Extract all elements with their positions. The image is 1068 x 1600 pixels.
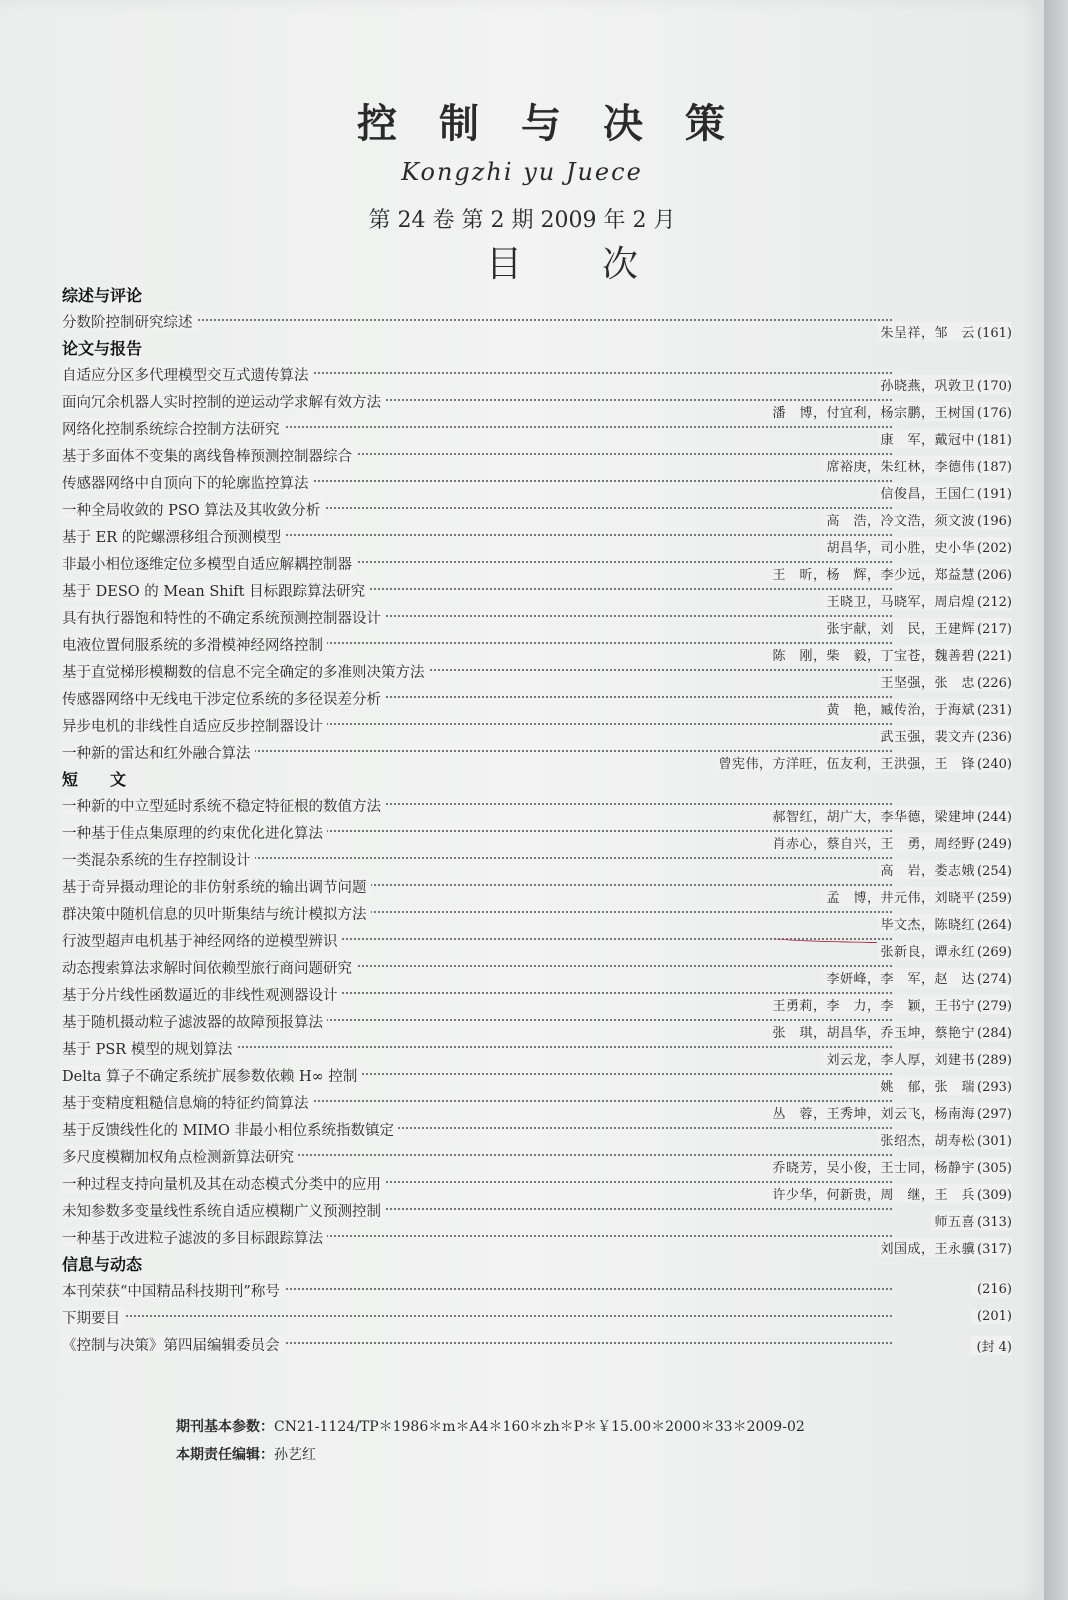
article-page: (196): [977, 514, 1012, 529]
article-page: (313): [977, 1215, 1012, 1230]
toc-entry: [62, 1090, 1012, 1122]
table-of-contents: [62, 283, 1012, 1359]
article-page: (264): [977, 918, 1012, 933]
article-meta: [769, 833, 1012, 852]
article-meta: [769, 1157, 1012, 1176]
article-title: 基于 ER 的陀螺漂移组合预测模型: [62, 526, 285, 546]
article-authors: 张宇献，刘 民，王建辉: [826, 622, 976, 637]
article-authors: 姚 郁，张 瑞: [880, 1080, 976, 1095]
toc-entry: [62, 389, 1012, 421]
article-page: (221): [977, 649, 1012, 664]
article-meta: [769, 995, 1012, 1014]
toc-entry: [62, 793, 1012, 825]
article-title: 具有执行器饱和特性的不确定系统预测控制器设计: [62, 607, 385, 627]
article-meta: [769, 564, 1012, 583]
article-page: (293): [977, 1080, 1012, 1095]
journal-params-label: 期刊基本参数：: [176, 1419, 274, 1435]
article-authors: 王勇莉，李 力，李 颖，王书宁: [772, 999, 976, 1014]
article-title: 一种基于改进粒子滤波的多目标跟踪算法: [62, 1227, 327, 1247]
journal-params-value: CN21-1124/TP＊1986＊m＊A4＊160＊zh＊P＊￥15.00＊2000＊33＊2009-02: [274, 1419, 805, 1435]
article-title: 分数阶控制研究综述: [62, 311, 197, 331]
article-title: 多尺度模糊加权角点检测新算法研究: [62, 1146, 298, 1166]
article-authors: 刘国成，王永骥: [880, 1242, 976, 1257]
article-title: Delta 算子不确定系统扩展参数依赖 H∞ 控制: [62, 1065, 361, 1085]
article-page: (317): [977, 1242, 1012, 1257]
article-title: 面向冗余机器人实时控制的逆运动学求解有效方法: [62, 391, 385, 411]
article-meta: [823, 618, 1012, 637]
article-title: 下期要目: [62, 1307, 124, 1327]
article-authors: 孟 博，井元伟，刘晓平: [826, 891, 976, 906]
section-heading: 综述与评论: [62, 286, 143, 305]
article-authors: 张新良，谭永红: [880, 945, 976, 960]
issue-editor-label: 本期责任编辑：: [176, 1447, 274, 1463]
article-title: 传感器网络中无线电干涉定位系统的多径误差分析: [62, 688, 385, 708]
article-authors: 王 昕，杨 辉，李少远，郑益慧: [772, 568, 976, 583]
section-heading: 信息与动态: [62, 1255, 143, 1274]
article-meta: [877, 429, 1012, 448]
article-page: (309): [977, 1188, 1012, 1203]
journal-params: [176, 1413, 805, 1441]
toc-entry: [62, 955, 1012, 987]
article-meta: [877, 726, 1012, 745]
article-meta: [877, 322, 1012, 341]
toc-entry: [62, 362, 1012, 394]
toc-entry: [62, 1332, 1012, 1359]
article-title: 基于 PSR 模型的规划算法: [62, 1038, 236, 1058]
article-page: (254): [977, 864, 1012, 879]
article-title: 一种新的雷达和红外融合算法: [62, 742, 255, 762]
article-authors: 王坚强，张 忠: [880, 676, 976, 691]
article-page: (249): [977, 837, 1012, 852]
article-page: (187): [977, 460, 1012, 475]
article-page: (217): [977, 622, 1012, 637]
article-page: (259): [977, 891, 1012, 906]
article-page: (170): [977, 379, 1012, 394]
article-meta: [769, 402, 1012, 421]
page-edge: [1044, 0, 1068, 1600]
article-authors: 孙晓燕，巩敦卫: [880, 379, 976, 394]
article-meta: [971, 1309, 1012, 1324]
article-authors: 高 岩，娄志娥: [880, 864, 976, 879]
article-authors: 师五喜: [934, 1215, 976, 1230]
article-title: 未知参数多变量线性系统自适应模糊广义预测控制: [62, 1200, 385, 1220]
article-page: (202): [977, 541, 1012, 556]
article-authors: 肖赤心，蔡自兴，王 勇，周经野: [772, 837, 976, 852]
toc-entry: [62, 497, 1012, 529]
article-meta: [823, 699, 1012, 718]
article-authors: 康 军，戴冠中: [880, 433, 976, 448]
article-title: 基于反馈线性化的 MIMO 非最小相位系统指数镇定: [62, 1119, 398, 1139]
article-meta: [877, 375, 1012, 394]
article-authors: 黄 艳，臧传治，于海斌: [826, 703, 976, 718]
article-authors: 王晓卫，马晓军，周启煌: [826, 595, 976, 610]
article-title: 一类混杂系统的生存控制设计: [62, 849, 255, 869]
article-authors: 武玉强，裴文卉: [880, 730, 976, 745]
article-title: 网络化控制系统综合控制方法研究: [62, 418, 284, 438]
article-title: 群决策中随机信息的贝叶斯集结与统计模拟方法: [62, 903, 371, 923]
article-authors: 潘 博，付宜利，杨宗鹏，王树国: [772, 406, 976, 421]
toc-entry: [62, 874, 1012, 906]
article-authors: 高 浩，冷文浩，须文波: [826, 514, 976, 529]
article-title: 本刊荣获“中国精品科技期刊”称号: [62, 1280, 284, 1300]
article-meta: [877, 483, 1012, 502]
article-title: 基于直觉梯形模糊数的信息不完全确定的多准则决策方法: [62, 661, 429, 681]
article-title: 自适应分区多代理模型交互式遗传算法: [62, 364, 313, 384]
article-title: 基于变精度粗糙信息熵的特征约简算法: [62, 1092, 313, 1112]
article-authors: 信俊昌，王国仁: [880, 487, 976, 502]
article-title: 一种基于佳点集原理的约束优化进化算法: [62, 822, 327, 842]
article-page: (297): [977, 1107, 1012, 1122]
section-heading: 短 文: [62, 770, 127, 789]
article-authors: 刘云龙，李人厚，刘建书: [826, 1053, 976, 1068]
article-meta: [823, 887, 1012, 906]
article-meta: [823, 968, 1012, 987]
article-page: (274): [977, 972, 1012, 987]
article-page: (176): [977, 406, 1012, 421]
toc-entry: [62, 686, 1012, 718]
article-page: (284): [977, 1026, 1012, 1041]
article-title: 传感器网络中自顶向下的轮廓监控算法: [62, 472, 313, 492]
article-authors: 胡昌华，司小胜，史小华: [826, 541, 976, 556]
article-meta: [823, 591, 1012, 610]
toc-entry: [62, 443, 1012, 475]
article-page: (289): [977, 1053, 1012, 1068]
toc-entry: [62, 1225, 1012, 1257]
article-page: (212): [977, 595, 1012, 610]
article-title: 基于随机摄动粒子滤波器的故障预报算法: [62, 1011, 327, 1031]
article-authors: 朱呈祥，邹 云: [880, 326, 976, 341]
article-meta: [769, 645, 1012, 664]
article-page: (226): [977, 676, 1012, 691]
article-page: (封 4): [976, 1340, 1012, 1355]
article-meta: [769, 806, 1012, 825]
toc-entry: [62, 1144, 1012, 1176]
article-meta: [970, 1336, 1012, 1355]
article-meta: [877, 941, 1012, 960]
article-page: (236): [977, 730, 1012, 745]
article-meta: [769, 1184, 1012, 1203]
footer: [176, 1413, 805, 1469]
section-heading: 论文与报告: [62, 339, 143, 358]
article-authors: 张绍杰，胡寿松: [880, 1134, 976, 1149]
article-meta: [823, 510, 1012, 529]
article-authors: 席裕庚，朱红林，李德伟: [826, 460, 976, 475]
issue-editor: [176, 1441, 805, 1469]
article-title: 基于奇异摄动理论的非仿射系统的输出调节问题: [62, 876, 371, 896]
article-title: 电液位置伺服系统的多滑模神经网络控制: [62, 634, 327, 654]
article-meta: [931, 1211, 1012, 1230]
article-title: 一种全局收敛的 PSO 算法及其收敛分析: [62, 499, 324, 519]
article-meta: [715, 753, 1012, 772]
article-title: 一种新的中立型延时系统不稳定特征根的数值方法: [62, 795, 385, 815]
article-authors: 曾宪伟，方洋旺，伍友利，王洪强，王 锋: [718, 757, 976, 772]
article-authors: 许少华，何新贵，周 继，王 兵: [772, 1188, 976, 1203]
article-authors: 郝智红，胡广大，李华德，梁建坤: [772, 810, 976, 825]
article-title: 动态搜索算法求解时间依赖型旅行商问题研究: [62, 957, 356, 977]
article-authors: 乔晓芳，吴小俊，王士同，杨静宇: [772, 1161, 976, 1176]
article-page: (269): [977, 945, 1012, 960]
article-meta: [823, 456, 1012, 475]
article-page: (161): [977, 326, 1012, 341]
toc-entry: [62, 1278, 1012, 1305]
article-meta: [769, 1103, 1012, 1122]
article-title: 行波型超声电机基于神经网络的逆模型辨识: [62, 930, 342, 950]
article-authors: 陈 刚，柴 毅，丁宝苍，魏善碧: [772, 649, 976, 664]
article-meta: [877, 1238, 1012, 1257]
article-title: 《控制与决策》第四届编辑委员会: [62, 1334, 284, 1354]
article-title: 异步电机的非线性自适应反步控制器设计: [62, 715, 327, 735]
article-meta: [877, 672, 1012, 691]
article-title: 基于分片线性函数逼近的非线性观测器设计: [62, 984, 342, 1004]
contents-heading: 目次: [485, 244, 718, 285]
article-page: (244): [977, 810, 1012, 825]
article-page: (301): [977, 1134, 1012, 1149]
article-page: (216): [977, 1282, 1012, 1297]
article-title: 一种过程支持向量机及其在动态模式分类中的应用: [62, 1173, 385, 1193]
issue-editor-value: 孙艺红: [274, 1447, 316, 1463]
article-page: (305): [977, 1161, 1012, 1176]
article-page: (206): [977, 568, 1012, 583]
article-meta: [877, 860, 1012, 879]
article-authors: 毕文杰，陈晓红: [880, 918, 976, 933]
article-meta: [877, 1130, 1012, 1149]
article-page: (201): [977, 1309, 1012, 1324]
toc-entry: [62, 309, 1012, 341]
article-title: 基于 DESO 的 Mean Shift 目标跟踪算法研究: [62, 580, 369, 600]
article-page: (181): [977, 433, 1012, 448]
article-page: (240): [977, 757, 1012, 772]
article-meta: [823, 537, 1012, 556]
journal-title-en: Kongzhi yu Juece: [401, 158, 643, 186]
article-meta: [823, 1049, 1012, 1068]
article-meta: [769, 1022, 1012, 1041]
article-page: (279): [977, 999, 1012, 1014]
leader-dots: [62, 1315, 892, 1317]
article-meta: [877, 1076, 1012, 1095]
article-authors: 李妍峰，李 军，赵 达: [826, 972, 976, 987]
article-page: (231): [977, 703, 1012, 718]
article-title: 基于多面体不变集的离线鲁棒预测控制器综合: [62, 445, 356, 465]
article-authors: 张 琪，胡昌华，乔玉坤，蔡艳宁: [772, 1026, 976, 1041]
article-meta: [877, 914, 1012, 933]
article-title: 非最小相位逐维定位多模型自适应解耦控制器: [62, 553, 356, 573]
article-page: (191): [977, 487, 1012, 502]
toc-entry: [62, 740, 1012, 772]
toc-entry: [62, 1305, 1012, 1332]
article-authors: 丛 蓉，王秀坤，刘云飞，杨南海: [772, 1107, 976, 1122]
journal-title-cn: 控制与决策: [357, 101, 767, 147]
article-meta: [971, 1282, 1012, 1297]
issue-info: 第 24 卷 第 2 期 2009 年 2 月: [368, 208, 676, 233]
